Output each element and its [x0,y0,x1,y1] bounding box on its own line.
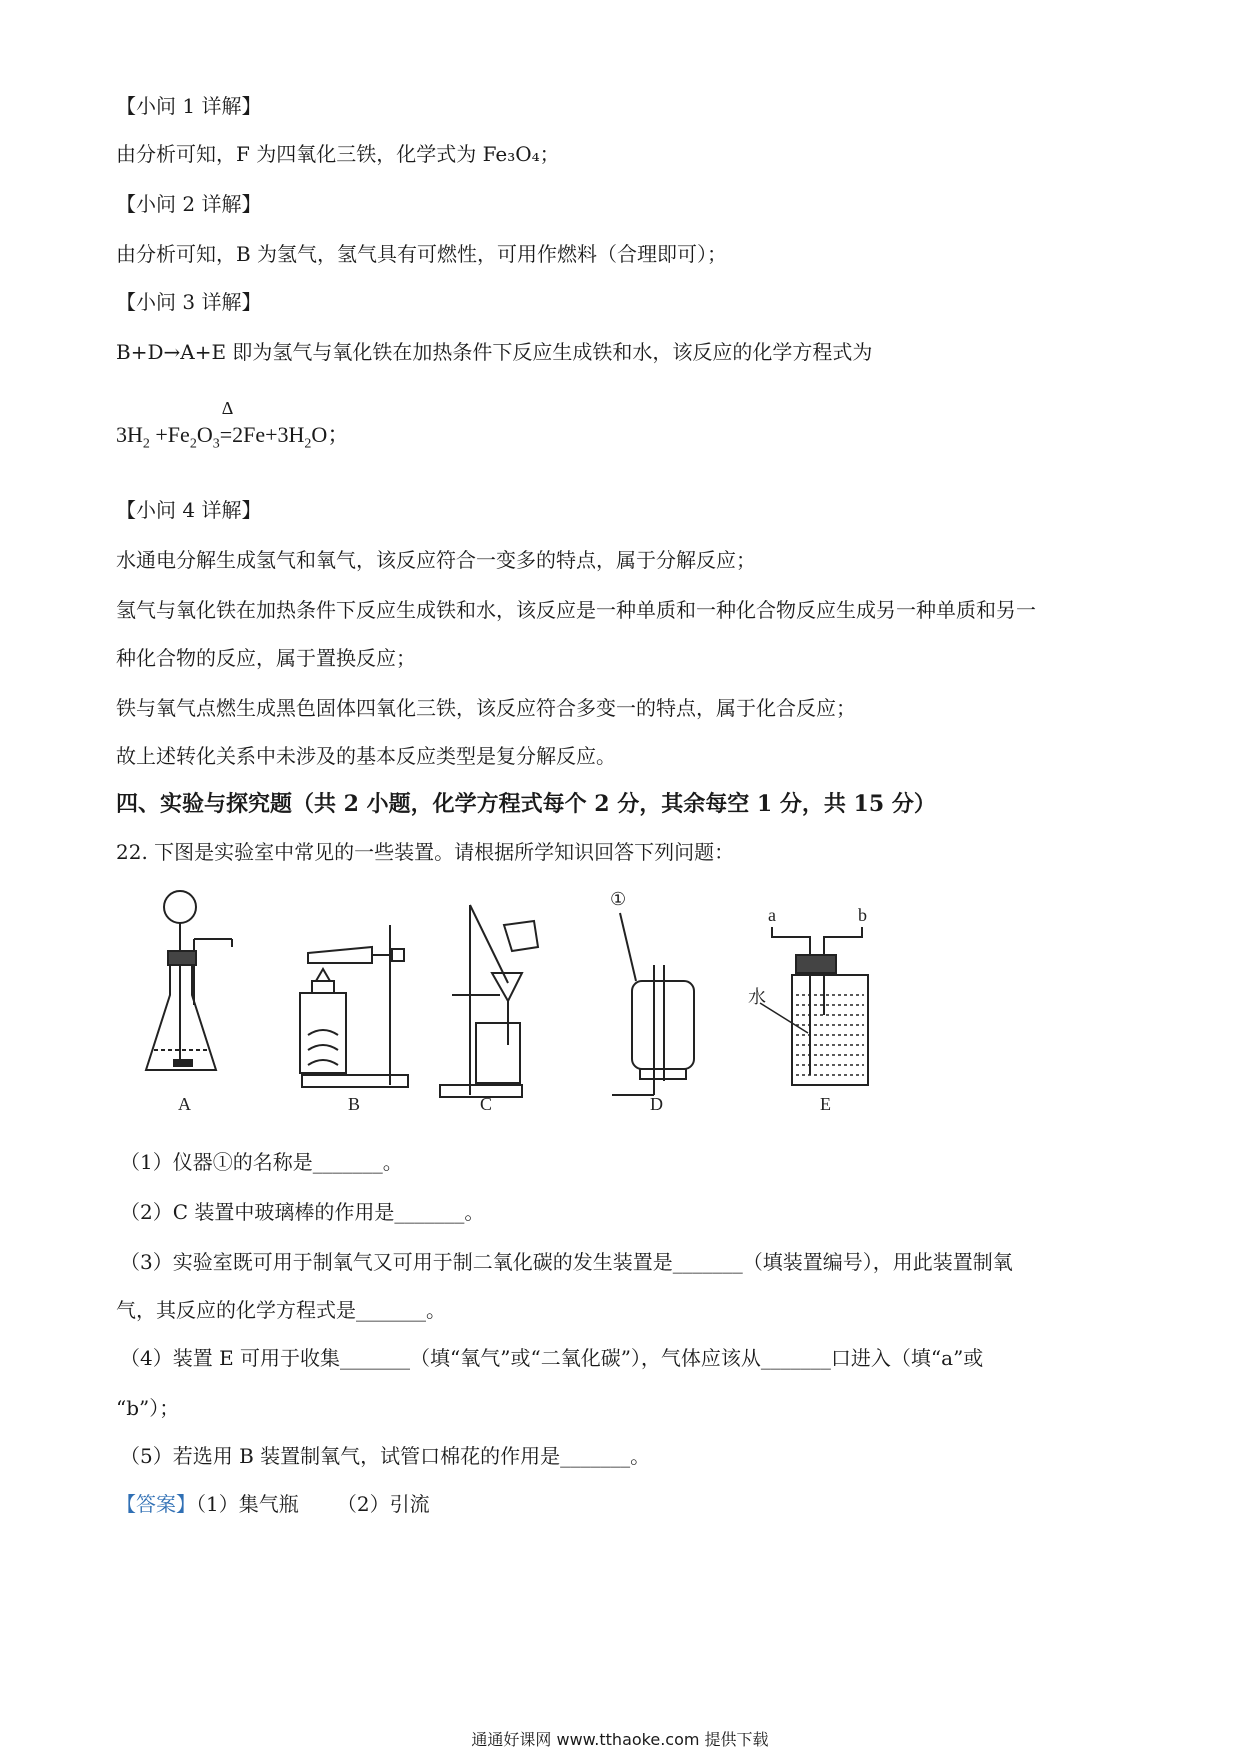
port-a-label: a [768,905,776,925]
answer-text: （1）集气瓶 （2）引流 [196,1492,430,1516]
q4-text-5: 故上述转化关系中未涉及的基本反应类型是复分解反应。 [116,744,616,768]
label-a: A [178,1094,191,1114]
label-e: E [820,1094,831,1114]
question-22: 22. 下图是实验室中常见的一些装置。请根据所学知识回答下列问题： [116,840,735,864]
sub-question-5: （5）若选用 B 装置制氧气，试管口棉花的作用是_______。 [120,1444,651,1468]
label-c: C [480,1094,493,1114]
apparatus-a [146,891,232,1070]
q1-text: 由分析可知，F 为四氧化三铁，化学式为 Fe₃O₄； [116,142,560,166]
apparatus-e [760,927,868,1085]
circled-one-label: ① [610,889,627,909]
water-label: 水 [748,987,766,1007]
label-b: B [348,1094,361,1114]
apparatus-c [440,905,538,1097]
sub-question-2: （2）C 装置中玻璃棒的作用是_______。 [120,1200,485,1224]
sub-question-3b: 气，其反应的化学方程式是_______。 [116,1298,446,1322]
sub-question-4b: “b”）； [116,1396,180,1420]
sub-question-4a: （4）装置 E 可用于收集_______（填“氧气”或“二氧化碳”），气体应该从_______口进入（填“a”或 [120,1346,984,1370]
answer-label: 【答案】 [116,1492,196,1516]
q4-header: 【小问 4 详解】 [116,498,262,522]
footer: 通通好课网 www.tthaoke.com 提供下载 [471,1730,769,1749]
heat-condition: Δ [221,398,234,418]
q4-text-1: 水通电分解生成氢气和氧气，该反应符合一变多的特点，属于分解反应； [116,548,756,572]
chemical-equation: $3H_2 +Fe_2O_3$ Δ $=2Fe+3H_2O$； [116,398,350,452]
q3-text: B+D→A+E 即为氢气与氧化铁在加热条件下反应生成铁和水，该反应的化学方程式为 [116,340,873,364]
section-heading: 四、实验与探究题（共 2 小题，化学方程式每个 2 分，其余每空 1 分，共 15 分） [116,791,936,817]
label-d: D [650,1094,663,1114]
q4-text-4: 铁与氧气点燃生成黑色固体四氧化三铁，该反应符合多变一的特点，属于化合反应； [116,696,856,720]
q1-header: 【小问 1 详解】 [116,94,262,118]
apparatus-b [300,925,408,1087]
apparatus-d [612,913,694,1095]
q4-text-3: 种化合物的反应，属于置换反应； [116,646,416,670]
apparatus-figure [140,885,1000,1115]
q3-header: 【小问 3 详解】 [116,290,262,314]
q2-header: 【小问 2 详解】 [116,192,262,216]
port-b-label: b [858,905,867,925]
sub-question-1: （1）仪器①的名称是_______。 [120,1150,403,1174]
answer-line [116,1490,430,1518]
sub-question-3a: （3）实验室既可用于制氧气又可用于制二氧化碳的发生装置是_______（填装置编号），用此装置制氧 [120,1250,1013,1274]
q2-text: 由分析可知，B 为氢气，氢气具有可燃性，可用作燃料（合理即可）； [116,242,728,266]
q4-text-2: 氢气与氧化铁在加热条件下反应生成铁和水，该反应是一种单质和一种化合物反应生成另一种单质和另一 [116,598,1036,622]
